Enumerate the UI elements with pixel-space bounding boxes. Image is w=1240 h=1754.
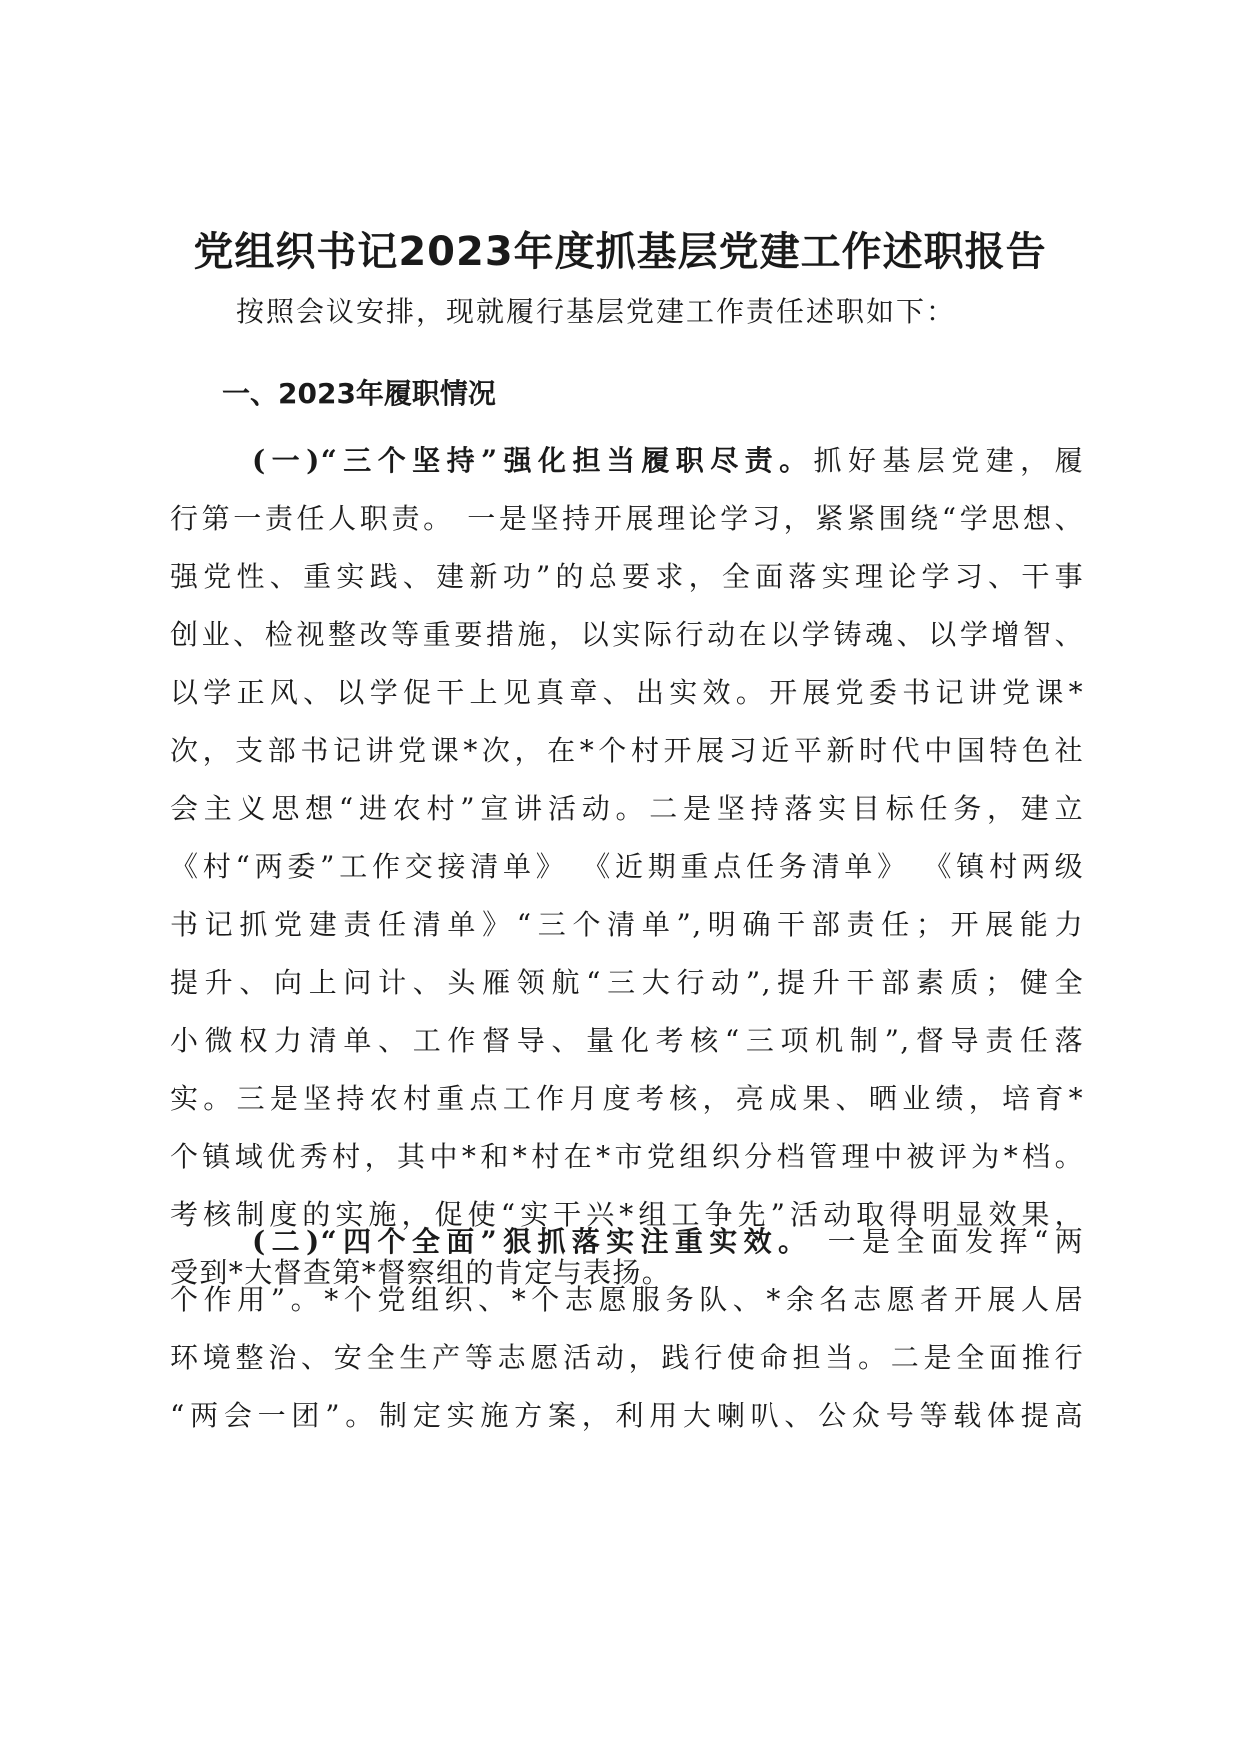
paragraph-line: 《村“两委”工作交接清单》 《近期重点任务清单》 《镇村两级 bbox=[170, 850, 1084, 883]
paragraph-line: 个作用”。*个党组织、*个志愿服务队、*余名志愿者开展人居 bbox=[170, 1283, 1084, 1316]
paragraph-line: 小微权力清单、工作督导、量化考核“三项机制”,督导责任落 bbox=[170, 1024, 1084, 1057]
paragraph-line: 强党性、重实践、建新功”的总要求，全面落实理论学习、干事 bbox=[170, 560, 1084, 593]
paragraph-line: 提升、向上问计、头雁领航“三大行动”,提升干部素质；健全 bbox=[170, 966, 1084, 999]
paragraph-line: 个镇域优秀村，其中*和*村在*市党组织分档管理中被评为*档。 bbox=[170, 1140, 1084, 1173]
paragraph-1 bbox=[170, 432, 1084, 1302]
paragraph-line: 次，支部书记讲党课*次，在*个村开展习近平新时代中国特色社 bbox=[170, 734, 1084, 767]
document-title: 党组织书记2023年度抓基层党建工作述职报告 bbox=[193, 229, 1047, 275]
paragraph-text: 抓好基层党建，履 bbox=[813, 444, 1084, 477]
paragraph-line: “两会一团”。制定实施方案，利用大喇叭、公众号等载体提高 bbox=[170, 1399, 1084, 1432]
paragraph-line: 受到*大督查第*督察组的肯定与表扬。 bbox=[170, 1256, 672, 1289]
paragraph-line: 环境整治、安全生产等志愿活动，践行使命担当。二是全面推行 bbox=[170, 1341, 1084, 1374]
paragraph-line: 创业、检视整改等重要措施，以实际行动在以学铸魂、以学增智、 bbox=[170, 618, 1084, 651]
paragraph-line: 书记抓党建责任清单》“三个清单”,明确干部责任；开展能力 bbox=[170, 908, 1084, 941]
paragraph-line: 实。三是坚持农村重点工作月度考核，亮成果、晒业绩，培育* bbox=[170, 1082, 1084, 1115]
paragraph-line: 会主义思想“进农村”宣讲活动。二是坚持落实目标任务，建立 bbox=[170, 792, 1084, 825]
paragraph-line bbox=[170, 1213, 1084, 1271]
paragraph-line: 考核制度的实施，促使“实干兴*组工争先”活动取得明显效果， bbox=[170, 1198, 1084, 1231]
paragraph-2 bbox=[170, 1213, 1084, 1445]
paragraph-line: 行第一责任人职责。 一是坚持开展理论学习，紧紧围绕“学思想、 bbox=[170, 502, 1084, 535]
paragraph-line bbox=[170, 432, 1084, 490]
subsection-heading-2: (二)“四个全面”狠抓落实注重实效。 bbox=[252, 1225, 813, 1258]
paragraph-text: 一是全面发挥“两 bbox=[812, 1225, 1084, 1258]
paragraph-line: 以学正风、以学促干上见真章、出实效。开展党委书记讲党课* bbox=[170, 676, 1084, 709]
intro-paragraph: 按照会议安排，现就履行基层党建工作责任述职如下： bbox=[236, 295, 957, 328]
subsection-heading-1: (一)“三个坚持”强化担当履职尽责。 bbox=[252, 444, 814, 477]
section-heading-1: 一、2023年履职情况 bbox=[222, 377, 496, 410]
